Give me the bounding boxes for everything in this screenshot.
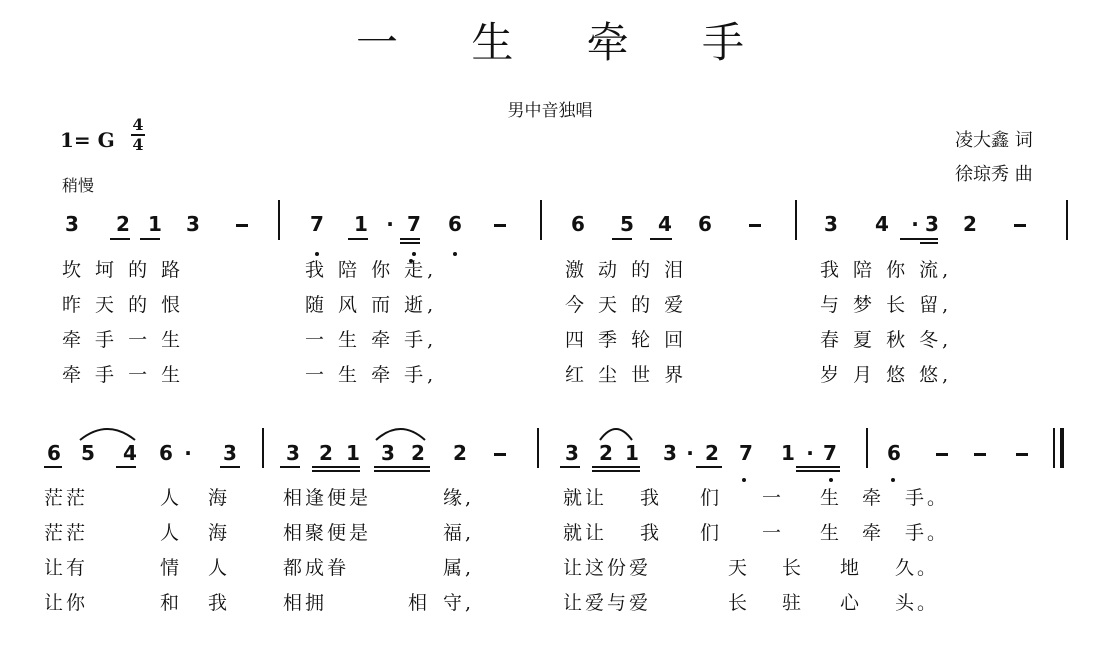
lyric-line1: 四 季 轮 回 (565, 329, 688, 351)
lyric-line2: 长 (728, 592, 751, 614)
lyric-line2: 手。 (905, 487, 950, 509)
lyric-line2: 们 (700, 487, 723, 509)
note: 4 (123, 441, 137, 465)
lyric-line2: 生 (820, 522, 843, 544)
slur (600, 429, 632, 440)
lyric-line2: 手。 (905, 522, 950, 544)
lyric-line2: 让你 (44, 592, 89, 614)
lyric-line2: 茫茫 (44, 487, 89, 509)
composer-credit: 徐琼秀 曲 (955, 164, 1033, 185)
lyric-line2: 们 (700, 522, 723, 544)
lyric-line1: 我 陪 你 走, (305, 259, 438, 281)
note: 6 (448, 212, 462, 236)
note: 2 (453, 441, 467, 465)
lyric-line2: 都成眷 (283, 557, 350, 579)
rhythm-dot: · (686, 441, 694, 465)
lyric-line1: 牵 手 一 生 (62, 364, 185, 386)
note: 2 (705, 441, 719, 465)
rhythm-dot: · (806, 441, 814, 465)
note: 5 (620, 212, 634, 236)
lyric-line1: 激 动 的 泪 (565, 259, 688, 281)
lyric-line1: 昨 天 的 恨 (62, 294, 185, 316)
lyric-line1: 我 陪 你 流, (820, 259, 953, 281)
note: 3 (824, 212, 838, 236)
lyric-line2: 茫茫 (44, 522, 89, 544)
lyric-line1: 红 尘 世 界 (565, 364, 688, 386)
rhythm-dot: · (184, 441, 192, 465)
lyric-line2: 和 (160, 592, 183, 614)
lyric-line2: 属, (443, 557, 475, 579)
note: 6 (698, 212, 712, 236)
note: 2 (116, 212, 130, 236)
lyric-line2: 一 (762, 487, 785, 509)
note: 3 (381, 441, 395, 465)
lyric-line2: 相 (408, 592, 431, 614)
note: 2 (411, 441, 425, 465)
note: 3 (223, 441, 237, 465)
lyric-line2: 牵 (862, 487, 885, 509)
note: 3 (65, 212, 79, 236)
slur (376, 429, 425, 440)
lyric-line2: 海 (208, 522, 231, 544)
lyric-line2: 相逢便是 (283, 487, 372, 509)
lyric-line2: 一 (762, 522, 785, 544)
note: 2 (963, 212, 977, 236)
lyric-line2: 驻 (782, 592, 805, 614)
lyric-line2: 我 (208, 592, 231, 614)
note: 5 (81, 441, 95, 465)
lyric-line2: 天 (728, 557, 751, 579)
lyric-line2: 我 (640, 522, 663, 544)
rhythm-dot: · (386, 212, 394, 236)
lyric-line2: 就让 (563, 522, 608, 544)
lyric-line2: 久。 (895, 557, 940, 579)
note: 6 (159, 441, 173, 465)
note: 1 (781, 441, 795, 465)
lyric-line2: 牵 (862, 522, 885, 544)
page-title: 一 生 牵 手 (355, 18, 775, 67)
time-signature-bottom: 4 (132, 135, 144, 154)
lyric-line1: 坎 坷 的 路 (62, 259, 185, 281)
lyric-line2: 生 (820, 487, 843, 509)
lyric-line1: 与 梦 长 留, (820, 294, 953, 316)
lyric-line1: 随 风 而 逝, (305, 294, 438, 316)
lyric-line2: 让有 (44, 557, 89, 579)
lyric-line2: 长 (782, 557, 805, 579)
note: 7 (823, 441, 837, 465)
note: 3 (186, 212, 200, 236)
lyric-line2: 地 (840, 557, 863, 579)
lyric-line2: 让这份爱 (563, 557, 652, 579)
time-signature-top: 4 (132, 115, 144, 134)
lyric-line1: 岁 月 悠 悠, (820, 364, 953, 386)
lyric-line2: 心 (840, 592, 863, 614)
key-signature: 1= G (60, 128, 115, 152)
note: 2 (599, 441, 613, 465)
tempo-marking: 稍慢 (62, 176, 95, 195)
note: 7 (310, 212, 324, 236)
lyric-line2: 让爱与爱 (563, 592, 652, 614)
lyric-line2: 守, (443, 592, 475, 614)
lyric-line2: 人 (208, 557, 231, 579)
note: 6 (887, 441, 901, 465)
lyric-line1: 今 天 的 爱 (565, 294, 688, 316)
subtitle: 男中音独唱 (507, 101, 593, 121)
lyric-line2: 福, (443, 522, 475, 544)
lyric-line2: 海 (208, 487, 231, 509)
lyric-line1: 牵 手 一 生 (62, 329, 185, 351)
lyric-line2: 就让 (563, 487, 608, 509)
rhythm-dot: · (911, 212, 919, 236)
note: 4 (658, 212, 672, 236)
note: 3 (286, 441, 300, 465)
lyric-line1: 一 生 牵 手, (305, 364, 438, 386)
lyric-line2: 情 (160, 557, 183, 579)
lyric-line2: 我 (640, 487, 663, 509)
note: 6 (571, 212, 585, 236)
note: 1 (148, 212, 162, 236)
lyric-line2: 人 (160, 487, 183, 509)
note: 2 (319, 441, 333, 465)
lyricist-credit: 凌大鑫 词 (955, 130, 1033, 151)
lyric-line2: 头。 (895, 592, 940, 614)
note: 4 (875, 212, 889, 236)
note: 3 (663, 441, 677, 465)
note: 1 (354, 212, 368, 236)
lyric-line2: 人 (160, 522, 183, 544)
lyric-line2: 相拥 (283, 592, 328, 614)
lyric-line2: 缘, (443, 487, 475, 509)
note: 1 (346, 441, 360, 465)
slur (80, 429, 135, 440)
note: 6 (47, 441, 61, 465)
note: 1 (625, 441, 639, 465)
note: 7 (739, 441, 753, 465)
note: 3 (565, 441, 579, 465)
lyric-line2: 相聚便是 (283, 522, 372, 544)
note: 7 (407, 212, 421, 236)
note: 3 (925, 212, 939, 236)
lyric-line1: 春 夏 秋 冬, (820, 329, 953, 351)
lyric-line1: 一 生 牵 手, (305, 329, 438, 351)
